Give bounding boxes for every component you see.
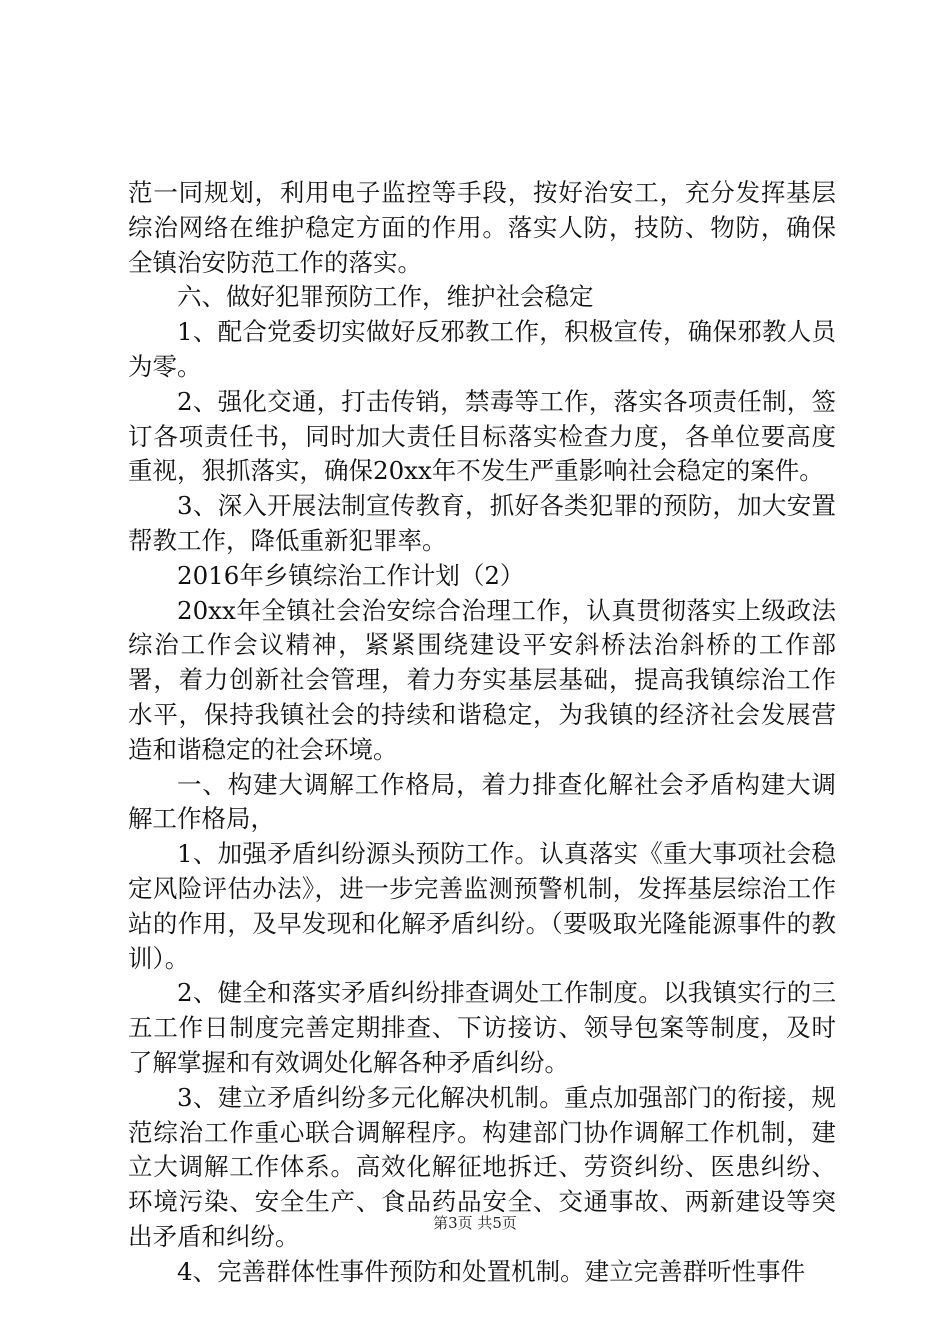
paragraph-1: 范一同规划，利用电子监控等手段，按好治安工，充分发挥基层综治网络在维护稳定方面的作用。落实人防，技防、物防，确保全镇治安防范工作的落实。 [128, 178, 836, 277]
section-heading-1: 一、构建大调解工作格局，着力排查化解社会矛盾构建大调解工作格局， [128, 769, 836, 834]
paragraph-subitem-4: 4、完善群体性事件预防和处置机制。建立完善群听性事件 [177, 1256, 806, 1286]
section-heading-6: 六、做好犯罪预防工作，维护社会稳定 [177, 282, 594, 312]
document-body [128, 176, 836, 1290]
paragraph-subitem-3: 3、建立矛盾纠纷多元化解决机制。重点加强部门的衔接，规范综治工作重心联合调解程序。构建部门协作调解工作机制，建立大调解工作体系。高效化解征地拆迁、劳资纠纷、医患纠纷、环境污染、安全生产、食品药品安全、交通事故、两新建设等突出矛盾和纠纷。 [128, 1082, 836, 1251]
paragraph-intro: 20xx年全镇社会治安综合治理工作，认真贯彻落实上级政法综治工作会议精神，紧紧围绕建设平安斜桥法治斜桥的工作部署，着力创新社会管理，着力夯实基层基础，提高我镇综治工作水平，保持我镇社会的持续和谐稳定，为我镇的经济社会发展营造和谐稳定的社会环境。 [128, 595, 836, 764]
page-footer: 第3页 共5页 [433, 1214, 517, 1232]
paragraph-item-3: 3、深入开展法制宣传教育，抓好各类犯罪的预防，加大安置帮教工作，降低重新犯罪率。 [128, 491, 836, 555]
paragraph-subitem-1: 1、加强矛盾纠纷源头预防工作。认真落实《重大事项社会稳定风险评估办法》，进一步完善监测预警机制，发挥基层综治工作站的作用，及早发现和化解矛盾纠纷。（要吸取光隆能源事件的教训）。 [128, 839, 836, 973]
paragraph-item-2: 2、强化交通，打击传销，禁毒等工作，落实各项责任制，签订各项责任书，同时加大责任目标落实检查力度，各单位要高度重视，狠抓落实，确保20xx年不发生严重影响社会稳定的案件。 [128, 386, 836, 486]
document-subtitle: 2016年乡镇综治工作计划（2） [177, 560, 525, 590]
paragraph-item-1: 1、配合党委切实做好反邪教工作，积极宣传，确保邪教人员为零。 [128, 317, 836, 381]
paragraph-subitem-2: 2、健全和落实矛盾纠纷排查调处工作制度。以我镇实行的三五工作日制度完善定期排查、下访接访、领导包案等制度，及时了解掌握和有效调处化解各种矛盾纠纷。 [128, 978, 836, 1077]
